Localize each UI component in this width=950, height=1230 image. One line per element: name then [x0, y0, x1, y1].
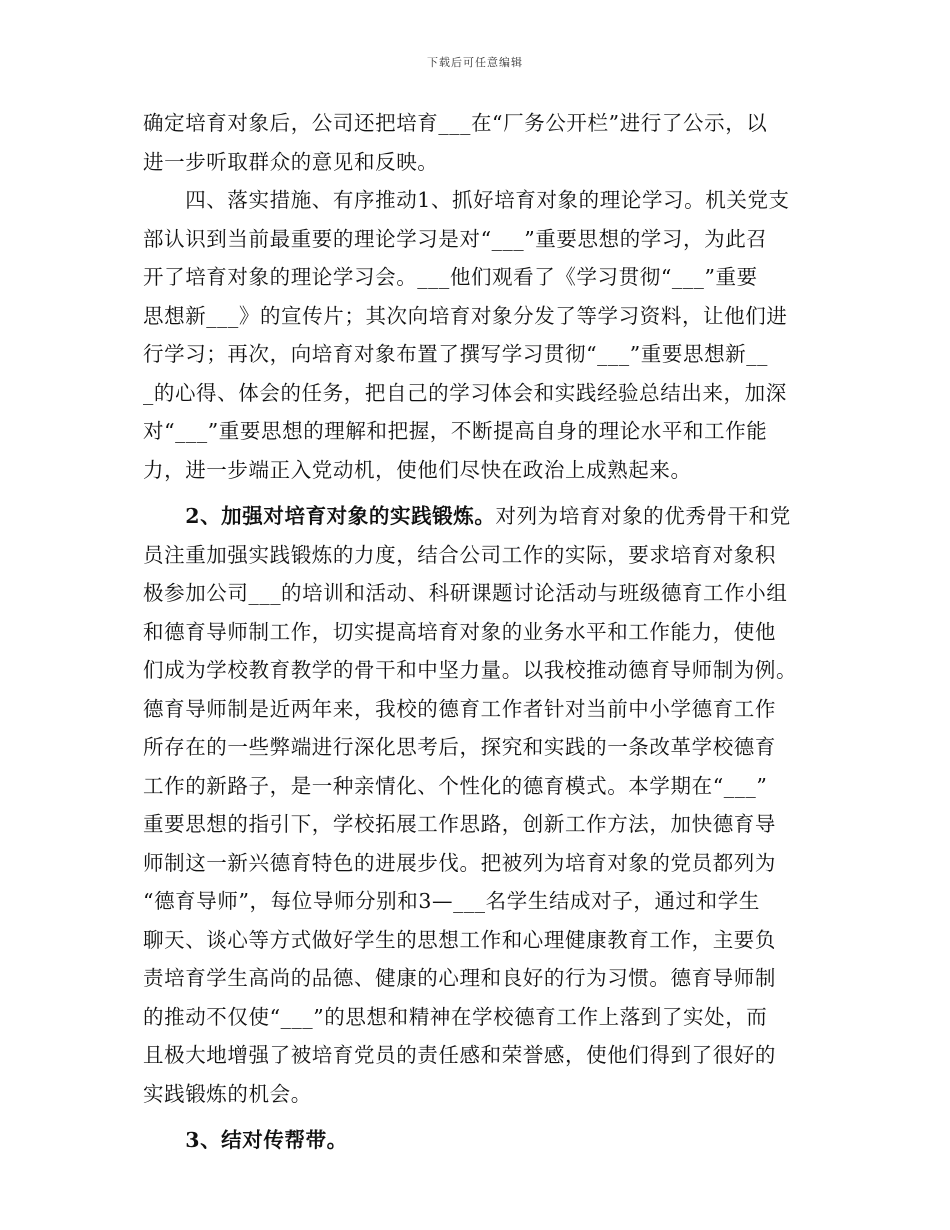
section-2-text: 对列为培育对象的优秀骨干和党: [495, 504, 791, 528]
body-line: 且极大地增强了被培育党员的责任感和荣誉感，使他们得到了很好的: [143, 1043, 776, 1067]
body-line: 思想新___》的宣传片；其次向培育对象分发了等学习资料，让他们进: [143, 303, 788, 328]
section-2-first-line: [143, 497, 823, 536]
body-line: 们成为学校教育教学的骨干和中坚力量。以我校推动德育导师制为例。: [143, 658, 798, 682]
section-2-heading: 2、加强对培育对象的实践锻炼。: [143, 504, 496, 528]
body-line: 确定培育对象后，公司还把培育___在“厂务公开栏”进行了公示，以: [143, 111, 768, 135]
body-line: 师制这一新兴德育特色的进展步伐。把被列为培育对象的党员都列为: [143, 850, 776, 875]
body-line: 行学习；再次，向培育对象布置了撰写学习贯彻“___”重要思想新__: [143, 342, 769, 366]
body-line: 对“___”重要思想的理解和把握，不断提高自身的理论水平和工作能: [143, 419, 768, 443]
body-line: 和德育导师制工作，切实提高培育对象的业务水平和工作能力，使他: [143, 619, 776, 644]
body-line: 德育导师制是近两年来，我校的德育工作者针对当前中小学德育工作: [143, 696, 776, 721]
page-header: 下载后可任意编辑: [427, 56, 523, 69]
body-line: 所存在的一些弊端进行深化思考后，探究和实践的一条改革学校德育: [143, 735, 776, 759]
body-line: 极参加公司___的培训和活动、科研课题讨论活动与班级德育工作小组: [143, 581, 788, 605]
body-line: 部认识到当前最重要的理论学习是对“___”重要思想的学习，为此召: [143, 226, 768, 251]
body-line: 力，进一步端正入党动机，使他们尽快在政治上成熟起来。: [143, 457, 692, 482]
body-line: 工作的新路子，是一种亲情化、个性化的德育模式。本学期在“___”: [143, 773, 768, 798]
body-line: “德育导师”，每位导师分别和3—___名学生结成对子，通过和学生: [143, 889, 760, 913]
body-line: 开了培育对象的理论学习会。___他们观看了《学习贯彻“___”重要: [143, 265, 758, 289]
body-line: 员注重加强实践锻炼的力度，结合公司工作的实际，要求培育对象积: [143, 542, 776, 567]
document-body: [143, 104, 823, 1160]
body-line: 的推动不仅使“___”的思想和精神在学校德育工作上落到了实处，而: [143, 1004, 768, 1029]
body-line: 重要思想的指引下，学校拓展工作思路，创新工作方法，加快德育导: [143, 812, 776, 836]
body-line: 四、落实措施、有序推动1、抓好培育对象的理论学习。机关党支: [143, 188, 790, 212]
section-3-heading: 3、结对传帮带。: [143, 1128, 348, 1152]
body-line: _的心得、体会的任务，把自己的学习体会和实践经验总结出来，加深: [143, 380, 787, 405]
body-line: 实践锻炼的机会。: [143, 1081, 312, 1106]
body-line: 进一步听取群众的意见和反映。: [143, 149, 439, 174]
body-line: 聊天、谈心等方式做好学生的思想工作和心理健康教育工作，主要负: [143, 927, 776, 952]
body-line: 责培育学生高尚的品德、健康的心理和良好的行为习惯。德育导师制: [143, 966, 776, 990]
